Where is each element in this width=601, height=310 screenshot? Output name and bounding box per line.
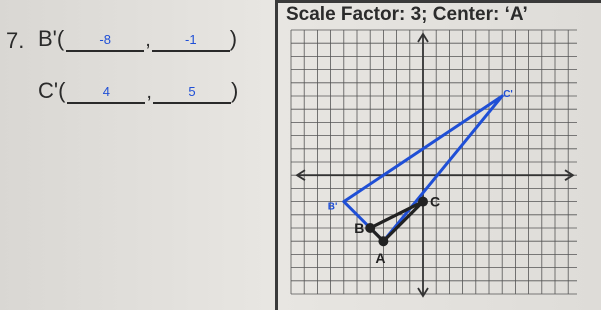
label-b-prime: B' — [327, 201, 338, 213]
label-c: C — [430, 193, 441, 210]
gridlines — [291, 30, 577, 294]
c-prime-y-field[interactable] — [153, 78, 231, 104]
point-c — [418, 197, 428, 207]
c-prime-x-field[interactable] — [67, 78, 145, 104]
label-c-prime: C' — [503, 89, 513, 100]
b-prime-x-field[interactable] — [66, 26, 144, 52]
coordinate-grid[interactable] — [283, 28, 577, 300]
section-divider — [275, 0, 278, 310]
c-prime-x-value: 4 — [102, 84, 111, 99]
b-prime-y-field[interactable] — [152, 26, 230, 52]
label-b: B — [354, 220, 365, 236]
graph-title: Scale Factor: 3; Center: ‘A’ — [286, 4, 528, 25]
c-prime-close: ) — [230, 78, 239, 103]
point-a — [378, 236, 388, 246]
b-prime-y-value: -1 — [184, 32, 197, 47]
comma: , — [145, 29, 151, 51]
c-prime-y-value: 5 — [188, 84, 196, 99]
c-prime-row — [38, 78, 238, 104]
problem-number: 7. — [6, 28, 25, 53]
b-prime-label: B'( — [38, 26, 65, 51]
b-prime-x-value: -8 — [99, 32, 111, 47]
top-rule — [275, 0, 601, 3]
c-prime-label: C'( — [38, 78, 66, 103]
label-a: A — [375, 250, 386, 267]
comma: , — [146, 81, 152, 103]
point-b — [365, 223, 375, 233]
b-prime-row — [38, 26, 237, 52]
axes — [297, 34, 573, 296]
b-prime-close: ) — [229, 26, 238, 51]
